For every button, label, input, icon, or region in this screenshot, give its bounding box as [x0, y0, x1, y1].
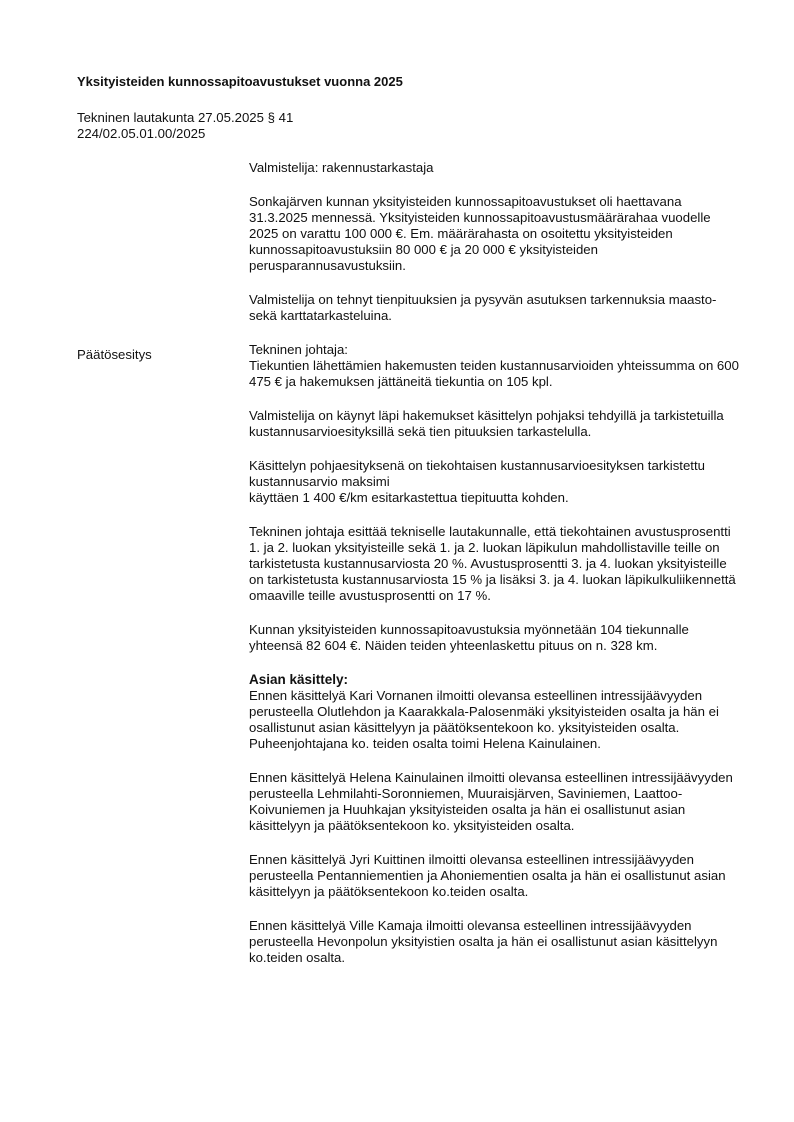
grants-paragraph: Kunnan yksityisteiden kunnossapitoavustuksia myönnetään 104 tiekunnalle yhteensä 82 604 €. Näiden teiden yhteenlaskettu pituus on n. 328 km. [249, 622, 689, 653]
proposal-paragraph: Tekninen johtaja esittää tekniselle lautakunnalle, että tiekohtainen avustusprosentti 1. ja 2. luokan yksityisteille sekä 1. ja 2. luokan läpikulun mahdollistaville teille on tarkistetusta kustannusarviosta 20 %. Avustusprosentti 3. ja 4. luokan yksityisteille on tarkistetusta kustannusarviosta 15 % ja lisäksi 3. ja 4. luokan läpikulkuliikennettä omaaville teille avustusprosentti on 17 %. [249, 524, 736, 603]
meeting-info [77, 110, 293, 142]
proposer-block [249, 342, 739, 390]
basis-line-1: Käsittelyn pohjaesityksenä on tiekohtaisen kustannusarvioesityksen tarkistettu kustannusarvio maksimi [249, 458, 705, 489]
basis-line-2: käyttäen 1 400 €/km esitarkastettua tiepituutta kohden. [249, 490, 569, 505]
handling-paragraph-3: Ennen käsittelyä Jyri Kuittinen ilmoitti olevansa esteellinen intressijäävyyden perusteella Pentanniementien ja Ahoniementien osalta ja hän ei osallistunut asian käsittelyyn ja päätöksentekoon ko.teiden osalta. [249, 852, 726, 899]
handling-heading: Asian käsittely: [249, 672, 349, 687]
handling-paragraph-1: Ennen käsittelyä Kari Vornanen ilmoitti olevansa esteellinen intressijäävyyden perusteella Olutlehdon ja Kaarakkala-Palosenmäki yksityisteiden osalta ja hän ei osallistunut asian käsittelyyn ja päätöksentekoon ko. yksityisteiden osalta. Puheenjohtajana ko. teiden osalta toimi Helena Kainulainen. [249, 688, 719, 751]
checks-paragraph: Valmistelija on tehnyt tienpituuksien ja pysyvän asutuksen tarkennuksia maasto- sekä karttatarkasteluina. [249, 292, 717, 323]
proposer-line: Tekninen johtaja: [249, 342, 348, 357]
handling-paragraph-2: Ennen käsittelyä Helena Kainulainen ilmoitti olevansa esteellinen intressijäävyyden perusteella Lehmilahti-Soronniemen, Muuraisjärven, Saviniemen, Laattoo-Koivuniemen ja Huuhkajan yksityisteiden osalta ja hän ei osallistunut asian käsittelyyn ja päätöksentekoon ko. yksityisteiden osalta. [249, 770, 733, 833]
decision-proposal-label: Päätösesitys [77, 347, 152, 362]
record-id: 224/02.05.01.00/2025 [77, 126, 206, 141]
meeting-reference: Tekninen lautakunta 27.05.2025 § 41 [77, 110, 294, 125]
basis-paragraph [249, 458, 739, 506]
total-estimate-paragraph: Tiekuntien lähettämien hakemusten teiden kustannusarvioiden yhteissumma on 600 475 € ja hakemuksen jättäneitä tiekuntia on 105 kpl. [249, 358, 739, 389]
handling-block [249, 672, 739, 752]
document-title: Yksityisteiden kunnossapitoavustukset vuonna 2025 [77, 74, 403, 89]
document-body [249, 160, 739, 984]
intro-paragraph: Sonkajärven kunnan yksityisteiden kunnossapitoavustukset oli haettavana 31.3.2025 mennessä. Yksityisteiden kunnossapitoavustusmäärärahaa vuodelle 2025 on varattu 100 000 €. Em. määrärahasta on osoitettu yksityisteiden kunnossapitoavustuksiin 80 000 € ja 20 000 € yksityisteiden perusparannusavustuksiin. [249, 194, 711, 273]
preparer-line: Valmistelija: rakennustarkastaja [249, 160, 434, 175]
review-paragraph: Valmistelija on käynyt läpi hakemukset käsittelyn pohjaksi tehdyillä ja tarkistetuilla kustannusarvioesityksillä sekä tien pituuksien tarkastelulla. [249, 408, 724, 439]
handling-paragraph-4: Ennen käsittelyä Ville Kamaja ilmoitti olevansa esteellinen intressijäävyyden perusteella Hevonpolun yksityistien osalta ja hän ei osallistunut asian käsittelyyn ko.teiden osalta. [249, 918, 718, 965]
